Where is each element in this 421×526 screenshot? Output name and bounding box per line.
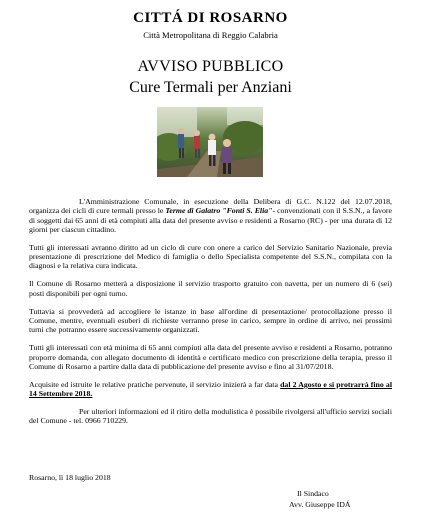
notice-heading: AVVISO PUBBLICO	[137, 58, 284, 75]
paragraph-transport: Il Comune di Rosarno metterà a disposizione il servizio trasporto gratuito con navetta, per un numero di 6 (sei) posti disponibili per ogni turno.	[29, 279, 392, 298]
paragraph-application: Tutti gli interessati con età minima di 65 anni compiuti alla data del presente avviso e residenti a Rosarno, potranno proporre domanda, con allegato documento di identità e certificato medico con prescrizione della terapia, presso il Comune di Rosarno a partire dalla data di pubblicazione del presente avviso e fino al 31/07/2018.	[29, 343, 392, 371]
paragraph-requests: Tuttavia si provvederà ad accogliere le istanze in base all'ordine di presentazione/ protocollazione presso il Comune, mentre, eventuali esuberi di richieste verranno prese in carico, sempre in ordine di arrivo, nei prossimi turni che potranno essere successivamente organizzati.	[29, 306, 392, 335]
city-title: CITTÁ DI ROSARNO	[133, 10, 288, 26]
issue-date: Rosarno, lì 18 luglio 2018	[29, 473, 111, 482]
notice-body	[29, 197, 392, 434]
service-period: dal 2 Agosto e si protrarrà fino al 14 Settembre 2018.	[29, 379, 392, 399]
paragraph-intro: L'Amministrazione Comunale, in esecuzione della Delibera di G.C. N.122 del 12.07.2018, organizza dei cicli di cure termali presso le Terme di Galatro "Fonti S. Elia"- convenzionati con il S.S.N., a favore di soggetti dai 65 anni di età compiuti alla data del presente avviso e residenti a Rosarno (RC) - per una durata di 12 giorni per ciascun cittadino.	[29, 197, 392, 234]
paragraph-contacts: Per ulteriori informazioni ed il ritiro della modulistica è possibile rivolgersi all'ufficio servizi sociali del Comune - tel. 0966 710229.	[29, 407, 392, 426]
paragraph-start-date: Acquisite ed istruite le relative pratiche pervenute, il servizio inizierà a far data dal 2 Agosto e si protrarrà fino al 14 Settembre 2018.	[29, 379, 392, 399]
notice-subtitle: Cure Termali per Anziani	[129, 79, 292, 96]
signature-title: Il Sindaco	[297, 489, 329, 498]
hikers-photo	[157, 107, 263, 177]
signature-name: Avv. Giuseppe IDÁ	[289, 500, 351, 509]
spa-name: Terme di Galatro "Fonti S. Elia"	[165, 206, 273, 216]
metro-subtitle: Città Metropolitana di Reggio Calabria	[143, 30, 278, 40]
paragraph-eligibility: Tutti gli interessati avranno diritto ad un ciclo di cure con onere a carico del Servizio Sanitario Nazionale, previa presentazione di prescrizione del Medico di famiglia o dello Specialista competente del S.S.N., compilata con la diagnosi e la relativa cura indicata.	[29, 242, 392, 271]
